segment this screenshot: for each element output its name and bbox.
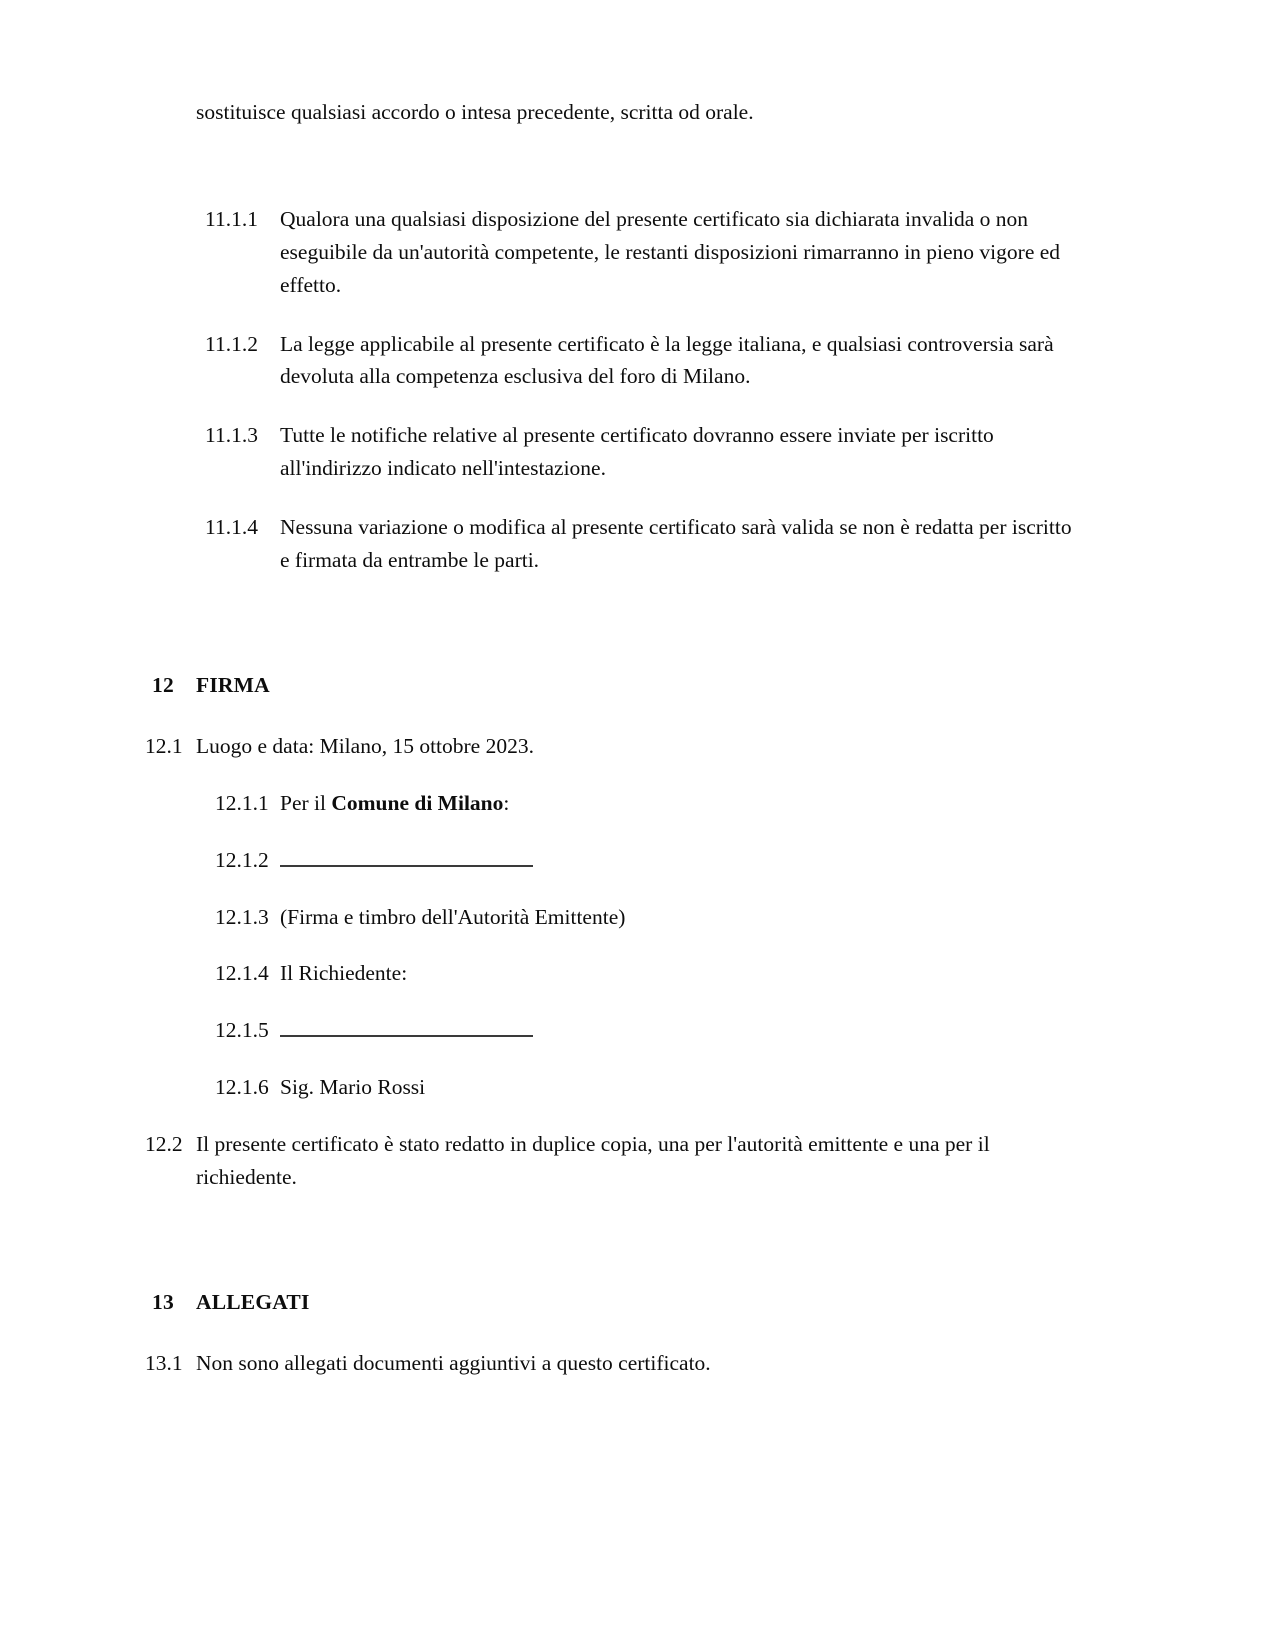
- spacer: [135, 763, 1075, 787]
- clause-11-1-2: [135, 328, 1075, 394]
- document-body: [135, 96, 1075, 1380]
- section-heading-13: [135, 1290, 1075, 1315]
- clause-text: Qualora una qualsiasi disposizione del presente certificato sia dichiarata invalida o non eseguibile da un'autorità competente, le restanti disposizioni rimarranno in pieno vigore ed effetto.: [280, 206, 1061, 297]
- section-title: ALLEGATI: [196, 1289, 310, 1314]
- clause-text: [280, 1014, 1075, 1047]
- clause-12-1-3: [135, 901, 1075, 934]
- spacer: [135, 1047, 1075, 1071]
- spacer: [135, 990, 1075, 1014]
- clause-text: (Firma e timbro dell'Autorità Emittente): [280, 904, 626, 929]
- clause-text: [280, 844, 1075, 877]
- clause-number: 12.1.6: [215, 1075, 269, 1100]
- clause-text: Sig. Mario Rossi: [280, 1075, 426, 1100]
- clause-text: Non sono allegati documenti aggiuntivi a questo certificato.: [196, 1350, 711, 1375]
- clause-text: Tutte le notifiche relative al presente certificato dovranno essere inviate per iscritto all'indirizzo indicato nell'intestazione.: [280, 423, 994, 481]
- clause-number: 11.1.3: [205, 423, 258, 448]
- clause-11-1-1: [135, 203, 1075, 302]
- clause-text: Il presente certificato è stato redatto in duplice copia, una per l'autorità emittente e una per il richiedente.: [196, 1132, 990, 1190]
- clause-text: [280, 787, 1075, 820]
- clause-12-1-5: [135, 1014, 1075, 1047]
- clause-text-prefix: Per il: [280, 790, 332, 815]
- spacer: [135, 302, 1075, 328]
- issuing-authority-name: Comune di Milano: [331, 790, 504, 815]
- spacer: [135, 393, 1075, 419]
- clause-number: 11.1.1: [205, 206, 258, 231]
- section-title: FIRMA: [196, 672, 270, 697]
- spacer: [135, 698, 1075, 730]
- clause-11-1-4: [135, 511, 1075, 577]
- spacer: [135, 877, 1075, 901]
- clause-text: Nessuna variazione o modifica al presente certificato sarà valida se non è redatta per iscritto e firmata da entrambe le parti.: [280, 515, 1072, 573]
- clause-12-1-1: [135, 787, 1075, 820]
- spacer: [135, 1315, 1075, 1347]
- clause-12-2: [135, 1128, 1075, 1194]
- section-heading-12: [135, 673, 1075, 698]
- spacer: [135, 1104, 1075, 1128]
- spacer: [135, 1194, 1075, 1290]
- clause-12-1: [135, 730, 1075, 763]
- clause-number: 12.1.4: [215, 961, 269, 986]
- clause-13-1: [135, 1347, 1075, 1380]
- clause-text: La legge applicabile al presente certificato è la legge italiana, e qualsiasi controversia sarà devoluta alla competenza esclusiva del foro di Milano.: [280, 331, 1054, 389]
- signature-line-applicant[interactable]: [280, 1018, 533, 1038]
- clause-12-1-2: [135, 844, 1075, 877]
- clause-number: 12.1.5: [215, 1018, 269, 1043]
- clause-12-1-4: [135, 957, 1075, 990]
- continuation-paragraph: sostituisce qualsiasi accordo o intesa precedente, scritta od orale.: [196, 100, 754, 124]
- spacer: [135, 485, 1075, 511]
- signature-line-authority[interactable]: [280, 847, 533, 867]
- spacer: [135, 129, 1075, 203]
- clause-number: 13.1: [145, 1350, 183, 1375]
- clause-12-1-6: [135, 1071, 1075, 1104]
- clause-text: Luogo e data: Milano, 15 ottobre 2023.: [196, 733, 534, 758]
- clause-text: Il Richiedente:: [280, 961, 408, 986]
- clause-number: 12.2: [145, 1132, 183, 1157]
- clause-number: 12.1: [145, 733, 183, 758]
- clause-number: 12.1.2: [215, 847, 269, 872]
- clause-11-1-3: [135, 419, 1075, 485]
- spacer: [135, 933, 1075, 957]
- spacer: [135, 577, 1075, 673]
- spacer: [135, 820, 1075, 844]
- clause-number: 12.1.3: [215, 904, 269, 929]
- clause-number: 12.1.1: [215, 790, 269, 815]
- section-number: 12: [152, 672, 174, 697]
- clause-number: 11.1.4: [205, 515, 258, 540]
- clause-text-suffix: :: [503, 790, 510, 815]
- clause-number: 11.1.2: [205, 331, 258, 356]
- section-number: 13: [152, 1289, 174, 1314]
